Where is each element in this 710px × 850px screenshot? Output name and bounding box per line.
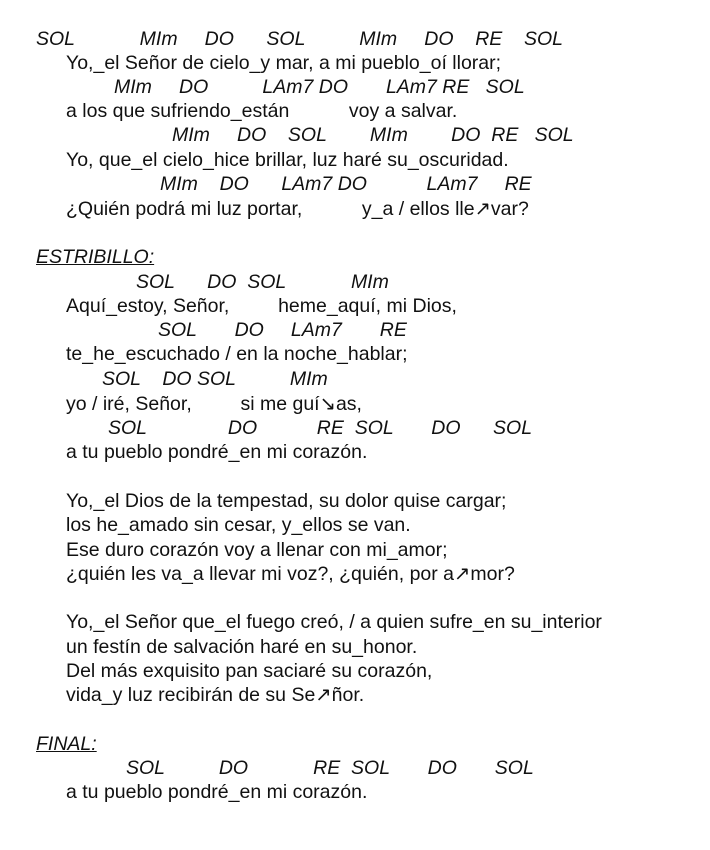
- chorus-lyric-2: te_he_escuchado / en la noche_hablar;: [66, 343, 408, 365]
- verse1-lyric-3: Yo, que_el cielo_hice brillar, luz haré su_oscuridad.: [66, 149, 509, 171]
- verse1-chords-3: MIm DO SOL MIm DO RE SOL: [172, 124, 574, 146]
- verse2-lyric-1: Yo,_el Dios de la tempestad, su dolor quise cargar;: [66, 490, 507, 512]
- chorus-chords-4: SOL DO RE SOL DO SOL: [108, 417, 533, 439]
- verse1-chords-4: MIm DO LAm7 DO LAm7 RE: [160, 173, 532, 195]
- chorus-heading: ESTRIBILLO:: [36, 246, 155, 268]
- verse3-lyric-3: Del más exquisito pan saciaré su corazón,: [66, 660, 433, 682]
- verse2-lyric-3: Ese duro corazón voy a llenar con mi_amor;: [66, 539, 448, 561]
- final-lyric-1: a tu pueblo pondré_en mi corazón.: [66, 781, 368, 803]
- verse1-lyric-4: ¿Quién podrá mi luz portar, y_a / ellos lle↗var?: [66, 198, 529, 220]
- verse3-lyric-1: Yo,_el Señor que_el fuego creó, / a quien sufre_en su_interior: [66, 611, 602, 633]
- verse2-lyric-2: los he_amado sin cesar, y_ellos se van.: [66, 514, 411, 536]
- chorus-chords-2: SOL DO LAm7 RE: [158, 319, 407, 341]
- chorus-lyric-3: yo / iré, Señor, si me guí↘as,: [66, 393, 362, 415]
- chorus-lyric-1: Aquí_estoy, Señor, heme_aquí, mi Dios,: [66, 295, 457, 317]
- chorus-chords-3: SOL DO SOL MIm: [102, 368, 328, 390]
- verse2-lyric-4: ¿quién les va_a llevar mi voz?, ¿quién, por a↗mor?: [66, 563, 515, 585]
- verse1-lyric-1: Yo,_el Señor de cielo_y mar, a mi pueblo_oí llorar;: [66, 52, 502, 74]
- verse1-chords-1: SOL MIm DO SOL MIm DO RE SOL: [36, 28, 563, 50]
- final-chords-1: SOL DO RE SOL DO SOL: [126, 757, 534, 779]
- chorus-chords-1: SOL DO SOL MIm: [136, 271, 389, 293]
- verse1-chords-2: MIm DO LAm7 DO LAm7 RE SOL: [114, 76, 525, 98]
- verse3-lyric-2: un festín de salvación haré en su_honor.: [66, 636, 418, 658]
- verse3-lyric-4: vida_y luz recibirán de su Se↗ñor.: [66, 684, 365, 706]
- verse1-lyric-2: a los que sufriendo_están voy a salvar.: [66, 100, 458, 122]
- chorus-lyric-4: a tu pueblo pondré_en mi corazón.: [66, 441, 368, 463]
- final-heading: FINAL:: [36, 733, 97, 755]
